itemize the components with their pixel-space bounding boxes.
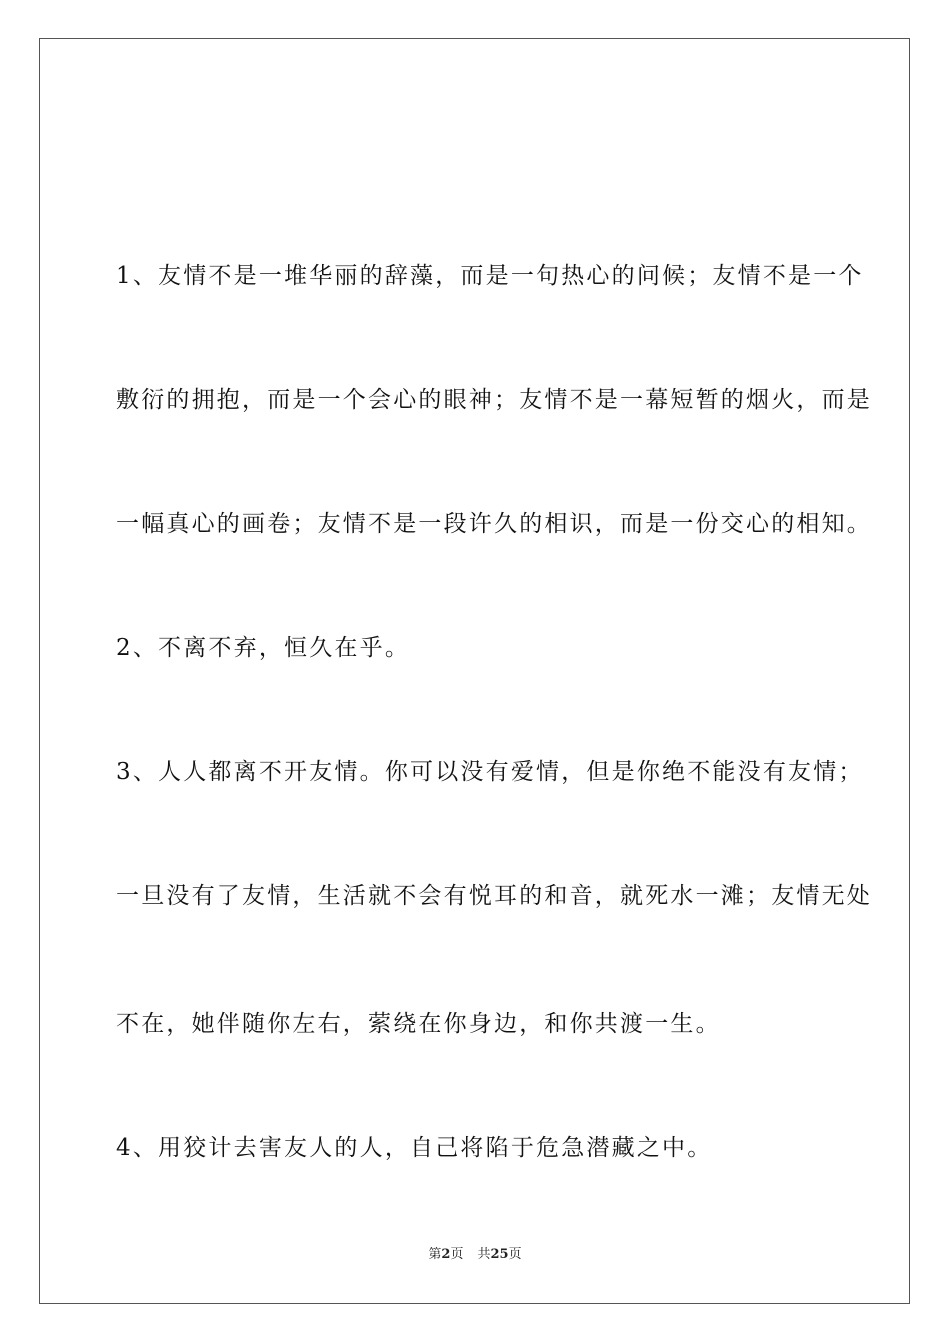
paragraph-4-line-1: 4、用狡计去害友人的人，自己将陷于危急潜藏之中。 [116,1135,713,1161]
paragraph-3-line-1: 3、人人都离不开友情。你可以没有爱情，但是你绝不能没有友情； [116,759,864,785]
paragraph-1-line-2: 敷衍的拥抱，而是一个会心的眼神；友情不是一幕短暂的烟火，而是 [116,387,872,413]
page-prefix: 第 [428,1247,442,1262]
paragraph-1-line-1: 1、友情不是一堆华丽的辞藻，而是一句热心的问候；友情不是一个 [116,263,864,289]
paragraph-3-line-3: 不在，她伴随你左右，萦绕在你身边，和你共渡一生。 [116,1011,721,1037]
paragraph-2-line-1: 2、不离不弃，恒久在乎。 [116,635,411,661]
page-suffix: 页 [450,1247,464,1262]
total-suffix: 页 [508,1247,522,1262]
total-prefix: 共 [477,1247,491,1262]
page-border [39,38,910,1304]
total-pages: 25 [490,1247,509,1262]
page-footer [0,1246,950,1264]
paragraph-1-line-3: 一幅真心的画卷；友情不是一段许久的相识，而是一份交心的相知。 [116,511,872,537]
page-number: 2 [441,1247,451,1262]
paragraph-3-line-2: 一旦没有了友情，生活就不会有悦耳的和音，就死水一滩；友情无处 [116,883,872,909]
